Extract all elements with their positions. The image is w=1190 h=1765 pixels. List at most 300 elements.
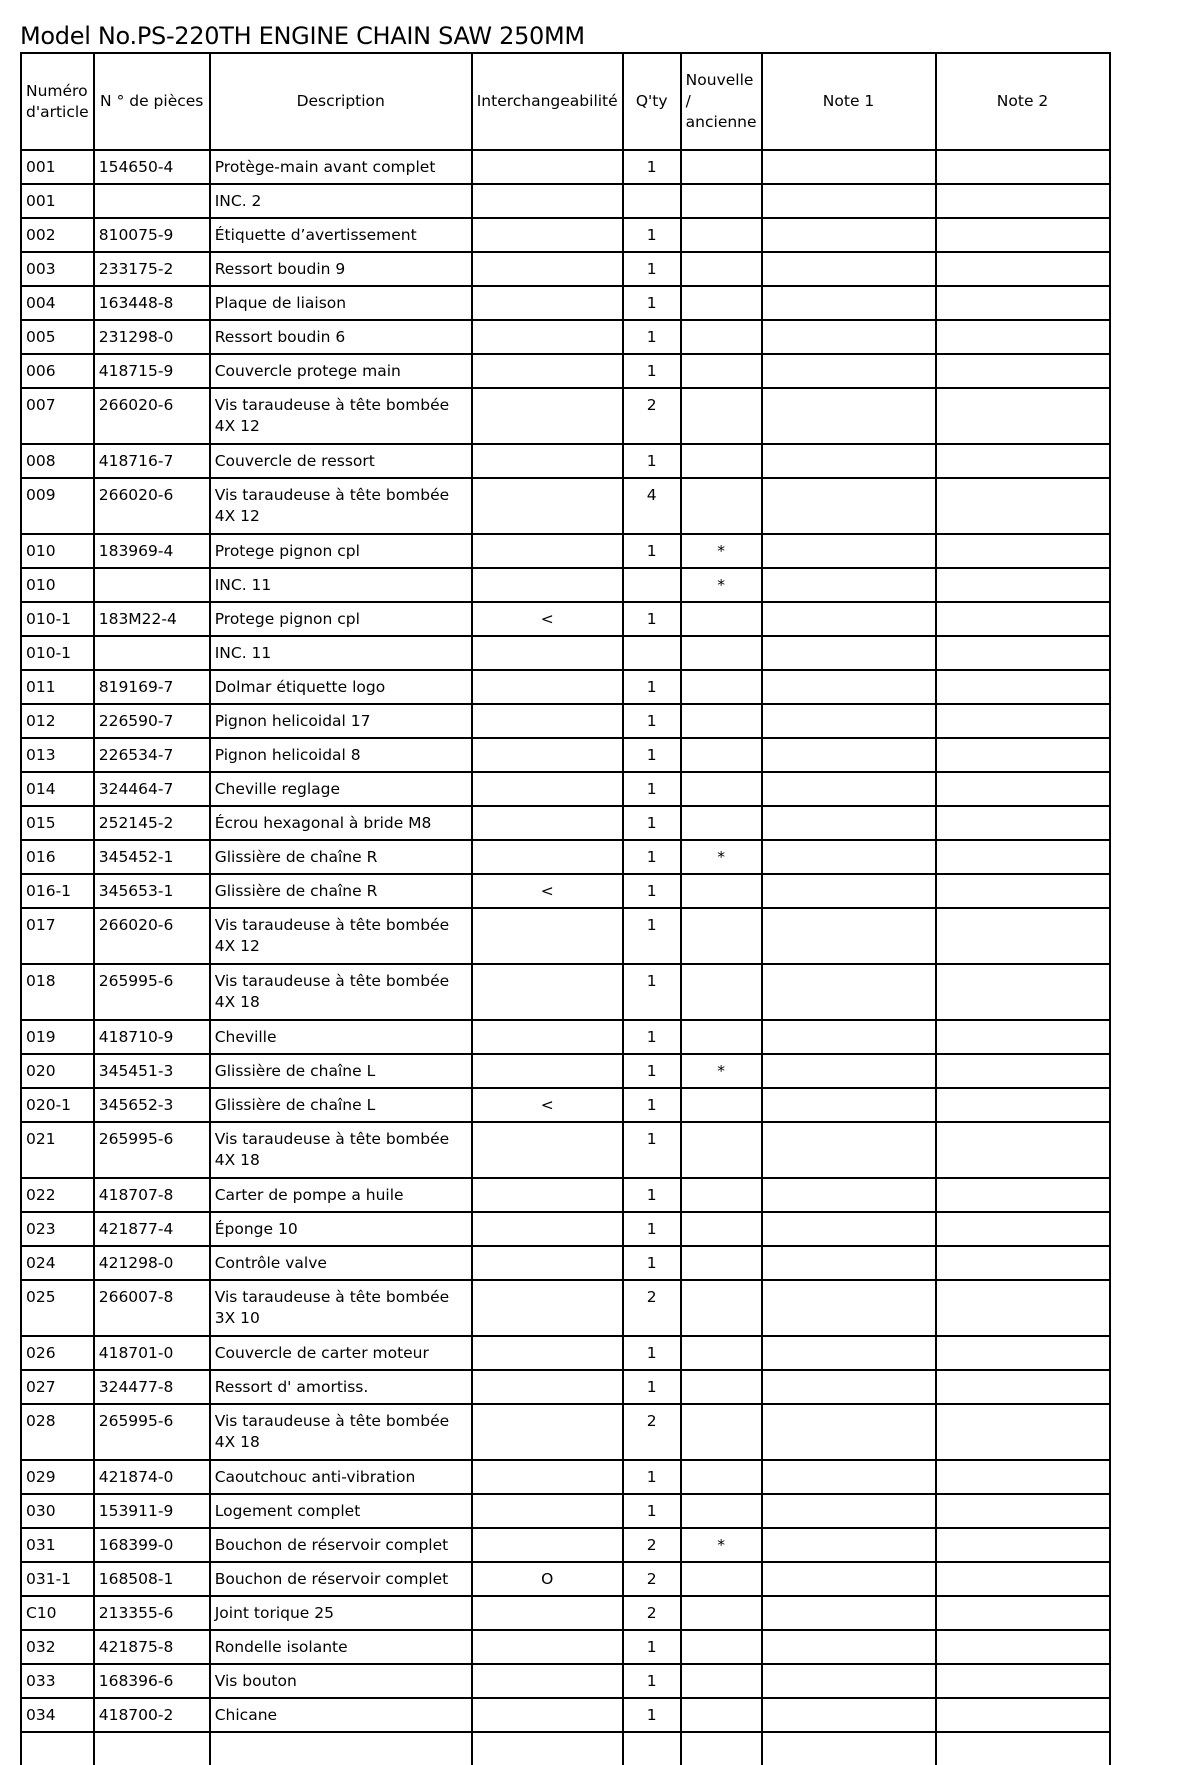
- cell-new-old: [681, 1404, 762, 1460]
- cell-qty: 1: [623, 534, 681, 568]
- cell-qty: 1: [623, 602, 681, 636]
- cell-item-no: 030: [21, 1494, 94, 1528]
- cell-interchangeability: [472, 670, 623, 704]
- table-row: [21, 670, 1110, 704]
- cell-qty: 1: [623, 1370, 681, 1404]
- cell-part-no: 418707-8: [94, 1178, 210, 1212]
- cell-note-1: [762, 218, 936, 252]
- cell-description: Contrôle valve: [210, 1246, 472, 1280]
- cell-part-no: 421875-8: [94, 1630, 210, 1664]
- cell-note-1: [762, 1596, 936, 1630]
- cell-note-1: [762, 1088, 936, 1122]
- cell-empty: [94, 1732, 210, 1765]
- cell-item-no: 005: [21, 320, 94, 354]
- table-row: [21, 354, 1110, 388]
- cell-description: Bouchon de réservoir complet: [210, 1562, 472, 1596]
- cell-note-1: [762, 602, 936, 636]
- cell-new-old: [681, 286, 762, 320]
- cell-note-2: [936, 568, 1110, 602]
- cell-item-no: 011: [21, 670, 94, 704]
- cell-item-no: 018: [21, 964, 94, 1020]
- table-row: [21, 568, 1110, 602]
- cell-new-old: [681, 874, 762, 908]
- cell-part-no: 324477-8: [94, 1370, 210, 1404]
- cell-note-2: [936, 1460, 1110, 1494]
- cell-note-2: [936, 1698, 1110, 1732]
- cell-note-1: [762, 1280, 936, 1336]
- cell-qty: 1: [623, 218, 681, 252]
- cell-part-no: 226590-7: [94, 704, 210, 738]
- cell-interchangeability: [472, 354, 623, 388]
- cell-part-no: 265995-6: [94, 964, 210, 1020]
- cell-description: Vis bouton: [210, 1664, 472, 1698]
- cell-description: INC. 11: [210, 636, 472, 670]
- cell-note-2: [936, 1178, 1110, 1212]
- cell-interchangeability: [472, 184, 623, 218]
- cell-new-old: [681, 1664, 762, 1698]
- cell-description: Dolmar étiquette logo: [210, 670, 472, 704]
- cell-part-no: [94, 184, 210, 218]
- cell-qty: 1: [623, 1020, 681, 1054]
- cell-item-no: 017: [21, 908, 94, 964]
- cell-qty: 1: [623, 1122, 681, 1178]
- cell-new-old: [681, 388, 762, 444]
- cell-note-2: [936, 704, 1110, 738]
- cell-part-no: 421877-4: [94, 1212, 210, 1246]
- cell-item-no: 004: [21, 286, 94, 320]
- table-row: [21, 636, 1110, 670]
- cell-note-1: [762, 1494, 936, 1528]
- cell-new-old: [681, 1460, 762, 1494]
- cell-interchangeability: [472, 738, 623, 772]
- cell-qty: 1: [623, 704, 681, 738]
- cell-note-2: [936, 1122, 1110, 1178]
- cell-part-no: 168396-6: [94, 1664, 210, 1698]
- cell-interchangeability: [472, 1664, 623, 1698]
- header-new-old: Nouvelle / ancienne: [681, 53, 762, 150]
- cell-part-no: 183M22-4: [94, 602, 210, 636]
- cell-note-2: [936, 1054, 1110, 1088]
- cell-qty: 1: [623, 772, 681, 806]
- cell-qty: 2: [623, 1280, 681, 1336]
- cell-note-2: [936, 252, 1110, 286]
- table-row: [21, 388, 1110, 444]
- table-row: [21, 1054, 1110, 1088]
- cell-qty: 1: [623, 1178, 681, 1212]
- cell-note-2: [936, 1664, 1110, 1698]
- cell-interchangeability: [472, 636, 623, 670]
- cell-note-2: [936, 840, 1110, 874]
- cell-description: Caoutchouc anti-vibration: [210, 1460, 472, 1494]
- cell-new-old: [681, 320, 762, 354]
- cell-item-no: 009: [21, 478, 94, 534]
- table-row: [21, 840, 1110, 874]
- cell-description: Vis taraudeuse à tête bombée 4X 18: [210, 964, 472, 1020]
- cell-item-no: 031: [21, 1528, 94, 1562]
- cell-note-2: [936, 772, 1110, 806]
- cell-note-1: [762, 534, 936, 568]
- cell-note-1: [762, 738, 936, 772]
- cell-interchangeability: [472, 772, 623, 806]
- cell-new-old: [681, 354, 762, 388]
- cell-item-no: 002: [21, 218, 94, 252]
- cell-item-no: 025: [21, 1280, 94, 1336]
- cell-interchangeability: [472, 388, 623, 444]
- cell-note-2: [936, 354, 1110, 388]
- cell-new-old: [681, 1630, 762, 1664]
- cell-item-no: 032: [21, 1630, 94, 1664]
- cell-part-no: 418710-9: [94, 1020, 210, 1054]
- cell-qty: [623, 568, 681, 602]
- cell-qty: 1: [623, 1494, 681, 1528]
- cell-note-2: [936, 1596, 1110, 1630]
- cell-item-no: 016: [21, 840, 94, 874]
- table-row: [21, 1664, 1110, 1698]
- cell-part-no: 819169-7: [94, 670, 210, 704]
- cell-description: Rondelle isolante: [210, 1630, 472, 1664]
- cell-interchangeability: [472, 1280, 623, 1336]
- cell-note-1: [762, 1054, 936, 1088]
- cell-new-old: [681, 1178, 762, 1212]
- cell-part-no: 163448-8: [94, 286, 210, 320]
- cell-new-old: [681, 1562, 762, 1596]
- cell-qty: 1: [623, 806, 681, 840]
- cell-item-no: 008: [21, 444, 94, 478]
- table-body: [21, 150, 1110, 1765]
- cell-interchangeability: [472, 1404, 623, 1460]
- cell-qty: 1: [623, 1054, 681, 1088]
- cell-new-old: *: [681, 1054, 762, 1088]
- cell-note-2: [936, 1088, 1110, 1122]
- cell-part-no: 345653-1: [94, 874, 210, 908]
- cell-part-no: 233175-2: [94, 252, 210, 286]
- cell-part-no: 266007-8: [94, 1280, 210, 1336]
- cell-qty: 1: [623, 1460, 681, 1494]
- cell-qty: 1: [623, 738, 681, 772]
- cell-item-no: 028: [21, 1404, 94, 1460]
- cell-description: Écrou hexagonal à bride M8: [210, 806, 472, 840]
- table-row: [21, 704, 1110, 738]
- cell-part-no: 810075-9: [94, 218, 210, 252]
- cell-qty: 1: [623, 1630, 681, 1664]
- cell-qty: 1: [623, 670, 681, 704]
- cell-interchangeability: [472, 1596, 623, 1630]
- cell-description: Cheville: [210, 1020, 472, 1054]
- cell-description: Protège-main avant complet: [210, 150, 472, 184]
- cell-note-2: [936, 534, 1110, 568]
- cell-description: Pignon helicoidal 8: [210, 738, 472, 772]
- cell-part-no: 421298-0: [94, 1246, 210, 1280]
- cell-part-no: 324464-7: [94, 772, 210, 806]
- cell-new-old: [681, 772, 762, 806]
- table-row: [21, 964, 1110, 1020]
- cell-item-no: 010: [21, 568, 94, 602]
- cell-interchangeability: [472, 704, 623, 738]
- cell-interchangeability: [472, 286, 623, 320]
- cell-interchangeability: [472, 1178, 623, 1212]
- cell-note-1: [762, 1212, 936, 1246]
- cell-new-old: [681, 964, 762, 1020]
- cell-note-1: [762, 704, 936, 738]
- cell-part-no: 266020-6: [94, 908, 210, 964]
- cell-interchangeability: [472, 568, 623, 602]
- cell-interchangeability: [472, 806, 623, 840]
- header-note-1: Note 1: [762, 53, 936, 150]
- cell-qty: 1: [623, 1212, 681, 1246]
- cell-new-old: [681, 636, 762, 670]
- table-header-row: [21, 53, 1110, 150]
- cell-note-2: [936, 1370, 1110, 1404]
- table-row: [21, 184, 1110, 218]
- cell-item-no: 010-1: [21, 602, 94, 636]
- cell-note-1: [762, 806, 936, 840]
- cell-description: INC. 2: [210, 184, 472, 218]
- cell-new-old: [681, 1122, 762, 1178]
- cell-note-2: [936, 184, 1110, 218]
- cell-qty: 1: [623, 1246, 681, 1280]
- cell-interchangeability: [472, 1246, 623, 1280]
- cell-description: Couvercle de carter moteur: [210, 1336, 472, 1370]
- cell-interchangeability: [472, 444, 623, 478]
- cell-qty: 1: [623, 964, 681, 1020]
- cell-description: Cheville reglage: [210, 772, 472, 806]
- cell-part-no: 418701-0: [94, 1336, 210, 1370]
- cell-empty: [472, 1732, 623, 1765]
- cell-empty: [762, 1732, 936, 1765]
- cell-item-no: 013: [21, 738, 94, 772]
- cell-new-old: *: [681, 1528, 762, 1562]
- cell-new-old: [681, 602, 762, 636]
- cell-description: Vis taraudeuse à tête bombée 4X 18: [210, 1404, 472, 1460]
- cell-note-1: [762, 964, 936, 1020]
- cell-note-2: [936, 1336, 1110, 1370]
- cell-part-no: 265995-6: [94, 1122, 210, 1178]
- table-row: [21, 534, 1110, 568]
- cell-note-2: [936, 1280, 1110, 1336]
- cell-part-no: 231298-0: [94, 320, 210, 354]
- table-row: [21, 1088, 1110, 1122]
- table-row: [21, 286, 1110, 320]
- cell-note-2: [936, 286, 1110, 320]
- cell-item-no: 012: [21, 704, 94, 738]
- header-part-no: N ° de pièces: [94, 53, 210, 150]
- cell-qty: 1: [623, 320, 681, 354]
- cell-description: Joint torique 25: [210, 1596, 472, 1630]
- table-row: [21, 320, 1110, 354]
- cell-interchangeability: [472, 1054, 623, 1088]
- table-row: [21, 1020, 1110, 1054]
- cell-description: INC. 11: [210, 568, 472, 602]
- cell-part-no: 168399-0: [94, 1528, 210, 1562]
- cell-part-no: 153911-9: [94, 1494, 210, 1528]
- table-row: [21, 1336, 1110, 1370]
- cell-part-no: 265995-6: [94, 1404, 210, 1460]
- cell-note-1: [762, 252, 936, 286]
- cell-description: Logement complet: [210, 1494, 472, 1528]
- cell-note-2: [936, 1246, 1110, 1280]
- cell-empty: [936, 1732, 1110, 1765]
- cell-part-no: [94, 568, 210, 602]
- cell-note-1: [762, 388, 936, 444]
- cell-item-no: 010-1: [21, 636, 94, 670]
- table-row: [21, 1562, 1110, 1596]
- cell-note-2: [936, 1494, 1110, 1528]
- cell-part-no: 154650-4: [94, 150, 210, 184]
- cell-note-2: [936, 1020, 1110, 1054]
- cell-qty: 1: [623, 444, 681, 478]
- cell-qty: 1: [623, 908, 681, 964]
- cell-note-1: [762, 1122, 936, 1178]
- cell-new-old: [681, 908, 762, 964]
- cell-part-no: 226534-7: [94, 738, 210, 772]
- cell-note-1: [762, 670, 936, 704]
- cell-qty: 1: [623, 150, 681, 184]
- cell-new-old: [681, 1212, 762, 1246]
- cell-description: Bouchon de réservoir complet: [210, 1528, 472, 1562]
- cell-qty: 2: [623, 1528, 681, 1562]
- table-row: [21, 1212, 1110, 1246]
- cell-note-2: [936, 320, 1110, 354]
- cell-description: Vis taraudeuse à tête bombée 4X 12: [210, 908, 472, 964]
- cell-interchangeability: [472, 1212, 623, 1246]
- cell-part-no: 345452-1: [94, 840, 210, 874]
- cell-description: Ressort d' amortiss.: [210, 1370, 472, 1404]
- table-row: [21, 602, 1110, 636]
- cell-description: Ressort boudin 9: [210, 252, 472, 286]
- cell-qty: 1: [623, 252, 681, 286]
- cell-note-1: [762, 908, 936, 964]
- cell-part-no: 266020-6: [94, 388, 210, 444]
- cell-description: Pignon helicoidal 17: [210, 704, 472, 738]
- cell-note-2: [936, 636, 1110, 670]
- cell-qty: 1: [623, 1088, 681, 1122]
- cell-note-1: [762, 1630, 936, 1664]
- cell-item-no: 006: [21, 354, 94, 388]
- cell-qty: 1: [623, 286, 681, 320]
- cell-note-2: [936, 738, 1110, 772]
- cell-item-no: 010: [21, 534, 94, 568]
- cell-description: Chicane: [210, 1698, 472, 1732]
- table-row: [21, 478, 1110, 534]
- cell-item-no: 001: [21, 184, 94, 218]
- cell-item-no: 020-1: [21, 1088, 94, 1122]
- cell-new-old: [681, 806, 762, 840]
- table-row: [21, 1494, 1110, 1528]
- cell-qty: 1: [623, 1336, 681, 1370]
- cell-new-old: [681, 478, 762, 534]
- cell-interchangeability: O: [472, 1562, 623, 1596]
- cell-description: Vis taraudeuse à tête bombée 4X 12: [210, 388, 472, 444]
- cell-note-2: [936, 1630, 1110, 1664]
- cell-note-1: [762, 184, 936, 218]
- cell-interchangeability: [472, 1494, 623, 1528]
- cell-part-no: 183969-4: [94, 534, 210, 568]
- cell-part-no: 252145-2: [94, 806, 210, 840]
- cell-item-no: 027: [21, 1370, 94, 1404]
- cell-note-1: [762, 772, 936, 806]
- cell-description: Glissière de chaîne R: [210, 874, 472, 908]
- cell-note-1: [762, 1336, 936, 1370]
- table-row: [21, 1460, 1110, 1494]
- cell-interchangeability: <: [472, 1088, 623, 1122]
- cell-qty: 2: [623, 1404, 681, 1460]
- cell-note-1: [762, 1528, 936, 1562]
- cell-note-1: [762, 1698, 936, 1732]
- table-row: [21, 874, 1110, 908]
- cell-note-2: [936, 150, 1110, 184]
- table-row: [21, 738, 1110, 772]
- cell-note-1: [762, 1664, 936, 1698]
- cell-part-no: 168508-1: [94, 1562, 210, 1596]
- cell-item-no: 022: [21, 1178, 94, 1212]
- cell-new-old: [681, 1336, 762, 1370]
- table-row: [21, 806, 1110, 840]
- table-row: [21, 1698, 1110, 1732]
- table-row-empty: [21, 1732, 1110, 1765]
- cell-qty: [623, 636, 681, 670]
- cell-description: Couvercle de ressort: [210, 444, 472, 478]
- cell-note-2: [936, 964, 1110, 1020]
- cell-empty: [210, 1732, 472, 1765]
- cell-item-no: 031-1: [21, 1562, 94, 1596]
- cell-note-1: [762, 636, 936, 670]
- cell-note-1: [762, 840, 936, 874]
- cell-empty: [623, 1732, 681, 1765]
- cell-item-no: 026: [21, 1336, 94, 1370]
- table-row: [21, 908, 1110, 964]
- cell-description: Vis taraudeuse à tête bombée 3X 10: [210, 1280, 472, 1336]
- cell-interchangeability: [472, 252, 623, 286]
- cell-description: Protege pignon cpl: [210, 602, 472, 636]
- header-interchangeability: Interchangeabilité: [472, 53, 623, 150]
- header-note-2: Note 2: [936, 53, 1110, 150]
- cell-note-2: [936, 1404, 1110, 1460]
- cell-description: Protege pignon cpl: [210, 534, 472, 568]
- table-row: [21, 218, 1110, 252]
- cell-note-1: [762, 874, 936, 908]
- cell-note-1: [762, 444, 936, 478]
- cell-new-old: [681, 184, 762, 218]
- header-description: Description: [210, 53, 472, 150]
- table-row: [21, 1370, 1110, 1404]
- cell-note-2: [936, 1528, 1110, 1562]
- cell-note-2: [936, 444, 1110, 478]
- table-row: [21, 772, 1110, 806]
- cell-item-no: 021: [21, 1122, 94, 1178]
- table-row: [21, 1596, 1110, 1630]
- cell-new-old: [681, 1494, 762, 1528]
- cell-description: Vis taraudeuse à tête bombée 4X 12: [210, 478, 472, 534]
- cell-qty: 1: [623, 354, 681, 388]
- cell-new-old: [681, 1246, 762, 1280]
- cell-part-no: 418700-2: [94, 1698, 210, 1732]
- cell-description: Ressort boudin 6: [210, 320, 472, 354]
- cell-new-old: [681, 1370, 762, 1404]
- cell-interchangeability: [472, 218, 623, 252]
- cell-qty: 2: [623, 1562, 681, 1596]
- cell-note-1: [762, 320, 936, 354]
- cell-description: Vis taraudeuse à tête bombée 4X 18: [210, 1122, 472, 1178]
- cell-interchangeability: [472, 908, 623, 964]
- cell-qty: 2: [623, 1596, 681, 1630]
- table-row: [21, 1280, 1110, 1336]
- cell-description: Glissière de chaîne L: [210, 1054, 472, 1088]
- cell-interchangeability: [472, 534, 623, 568]
- cell-interchangeability: [472, 478, 623, 534]
- cell-interchangeability: [472, 1528, 623, 1562]
- cell-note-2: [936, 1212, 1110, 1246]
- table-row: [21, 1528, 1110, 1562]
